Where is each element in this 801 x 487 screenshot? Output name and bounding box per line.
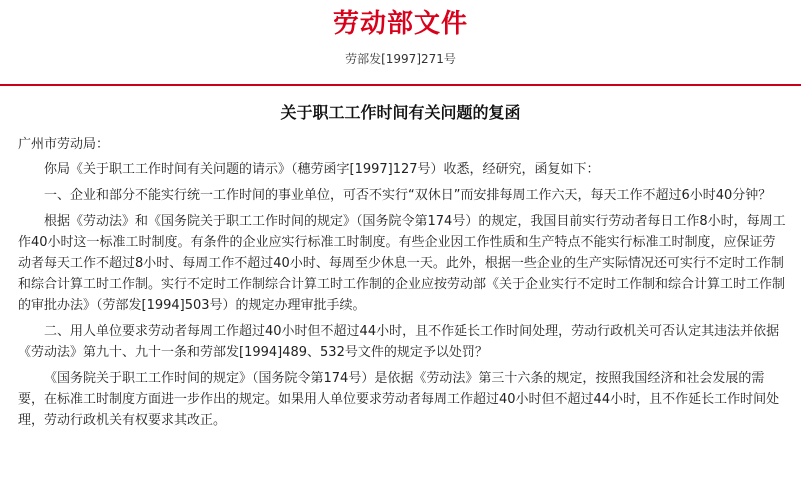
paragraph-answer-1: 根据《劳动法》和《国务院关于职工工作时间的规定》（国务院令第174号）的规定，我国目前实行劳动者每日工作8小时，每周工作40小时这一标准工时制度。有条件的企业应实行标准工时制度。有些企业因工作性质和生产特点不能实行标准工时制度，应保证劳动者每天工作不超过8小时、每周工作不超过40小时、每周至少休息一天。此外，根据一些企业的生产实际情况还可实行不定时工作制和综合计算工时工作制。实行不定时工作制综合计算工时工作制的企业应按劳动部《关于企业实行不定时工作制和综合计算工时工作制的审批办法》（劳部发[1994]503号）的规定办理审批手续。 (18, 214, 786, 313)
header-divider (0, 84, 801, 86)
org-header-title: 劳动部文件 (332, 9, 468, 39)
document-title: 关于职工工作时间有关问题的复函 (280, 103, 521, 122)
paragraph-intro: 你局《关于职工工作时间有关问题的请示》（穗劳函字[1997]127号）收悉，经研究，函复如下： (44, 162, 600, 177)
salutation: 广州市劳动局： (18, 137, 110, 152)
document-body (18, 134, 788, 436)
paragraph-question-1: 一、企业和部分不能实行统一工作时间的事业单位，可否不实行“双休日”而安排每周工作六天，每天工作不超过6小时40分钟？ (44, 188, 772, 203)
paragraph-answer-2: 《国务院关于职工工作时间的规定》（国务院令第174号）是依据《劳动法》第三十六条的规定，按照我国经济和社会发展的需要，在标准工时制度方面进一步作出的规定。如果用人单位要求劳动者每周工作超过40小时但不超过44小时，且不作延长工作时间处理，劳动行政机关有权要求其改正。 (18, 371, 780, 428)
document-number: 劳部发[1997]271号 (345, 52, 456, 66)
paragraph-question-2: 二、用人单位要求劳动者每周工作超过40小时但不超过44小时，且不作延长工作时间处理，劳动行政机关可否认定其违法并依据《劳动法》第九十、九十一条和劳部发[1994]489、532号文件的规定予以处罚？ (18, 324, 780, 360)
